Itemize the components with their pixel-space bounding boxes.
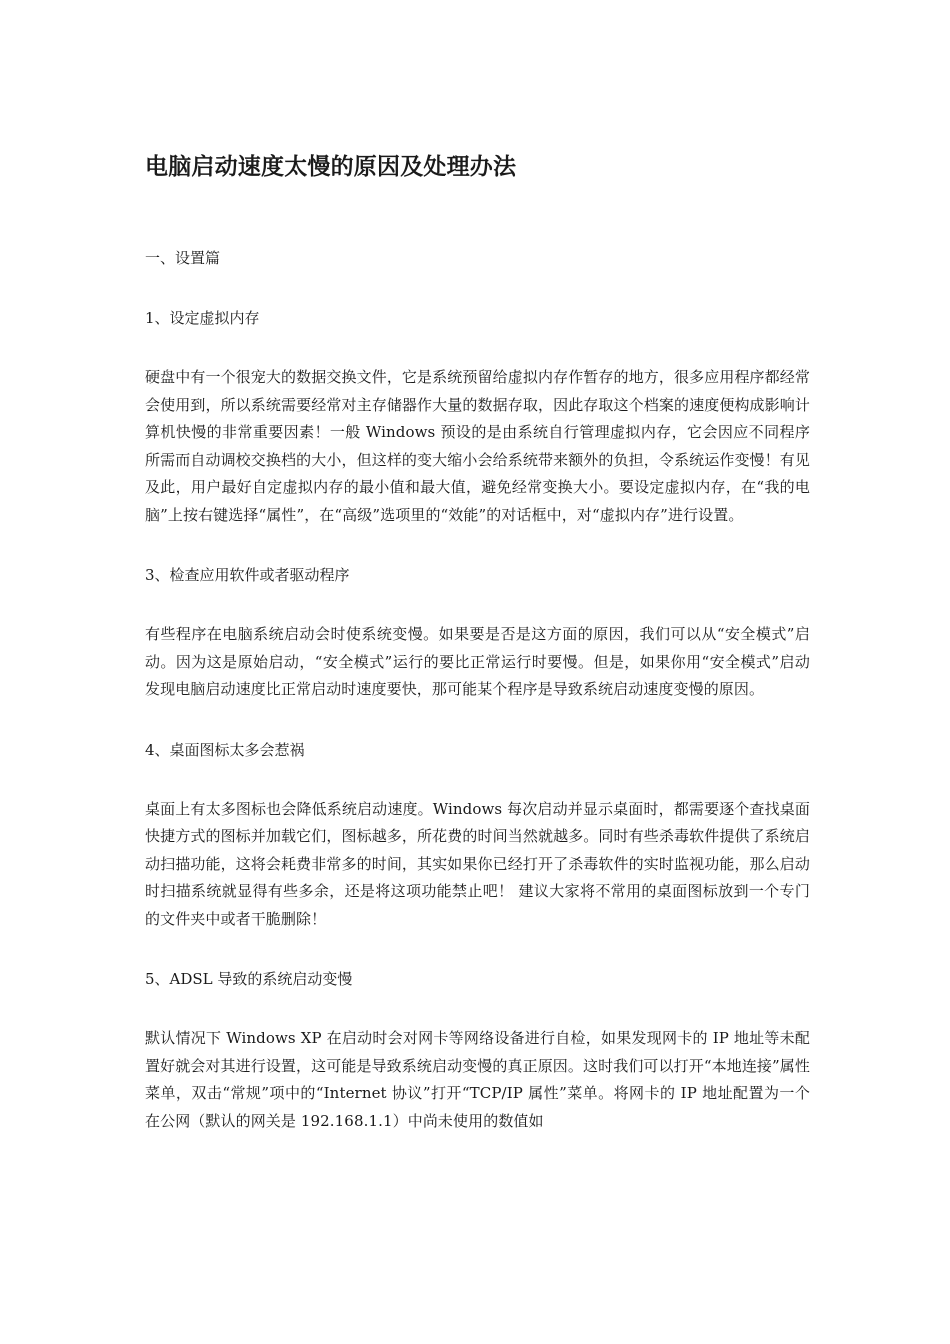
section-heading-adsl: 5、ADSL 导致的系统启动变慢 xyxy=(145,970,353,988)
paragraph-check-software: 有些程序在电脑系统启动会时使系统变慢。如果要是否是这方面的原因，我们可以从“安全模式”启动。因为这是原始启动，“安全模式”运行的要比正常运行时要慢。但是，如果你用“安全模式”启动发现电脑启动速度比正常启动时速度要快，那可能某个程序是导致系统启动速度变慢的原因。 xyxy=(145,625,810,698)
document-page xyxy=(145,150,810,1167)
paragraph-virtual-memory: 硬盘中有一个很宠大的数据交换文件，它是系统预留给虚拟内存作暂存的地方，很多应用程序都经常会使用到，所以系统需要经常对主存储器作大量的数据存取，因此存取这个档案的速度便构成影响计算机快慢的非常重要因素！一般 Windows 预设的是由系统自行管理虚拟内存，它会因应不同程序所需而自动调校交换档的大小，但这样的变大缩小会给系统带来额外的负担，令系统运作变慢！有见及此，用户最好自定虚拟内存的最小值和最大值，避免经常变换大小。要设定虚拟内存，在“我的电脑”上按右键选择“属性”，在“高级”选项里的“效能”的对话框中，对“虚拟内存”进行设置。 xyxy=(145,368,810,524)
section-heading-desktop-icons: 4、桌面图标太多会惹祸 xyxy=(145,740,305,759)
section-heading-check-software: 3、检查应用软件或者驱动程序 xyxy=(145,566,350,584)
document-title: 电脑启动速度太慢的原因及处理办法 xyxy=(145,154,517,180)
paragraph-desktop-icons: 桌面上有太多图标也会降低系统启动速度。Windows 每次启动并显示桌面时，都需要逐个查找桌面快捷方式的图标并加载它们，图标越多，所花费的时间当然就越多。同时有些杀毒软件提供了系统启动扫描功能，这将会耗费非常多的时间，其实如果你已经打开了杀毒软件的实时监视功能，那么启动时扫描系统就显得有些多余，还是将这项功能禁止吧！ 建议大家将不常用的桌面图标放到一个专门的文件夹中或者干脆删除！ xyxy=(145,799,810,928)
section-heading-settings: 一、设置篇 xyxy=(145,249,221,267)
paragraph-adsl: 默认情况下 Windows XP 在启动时会对网卡等网络设备进行自检，如果发现网卡的 IP 地址等未配置好就会对其进行设置，这可能是导致系统启动变慢的真正原因。这时我们可以打开“本地连接”属性菜单，双击“常规”项中的“Internet 协议”打开“TCP/IP 属性”菜单。将网卡的 IP 地址配置为一个在公网（默认的网关是 192.168.1.1）中尚未使用的数值如 xyxy=(145,1029,810,1130)
section-heading-virtual-memory: 1、设定虚拟内存 xyxy=(145,309,260,327)
